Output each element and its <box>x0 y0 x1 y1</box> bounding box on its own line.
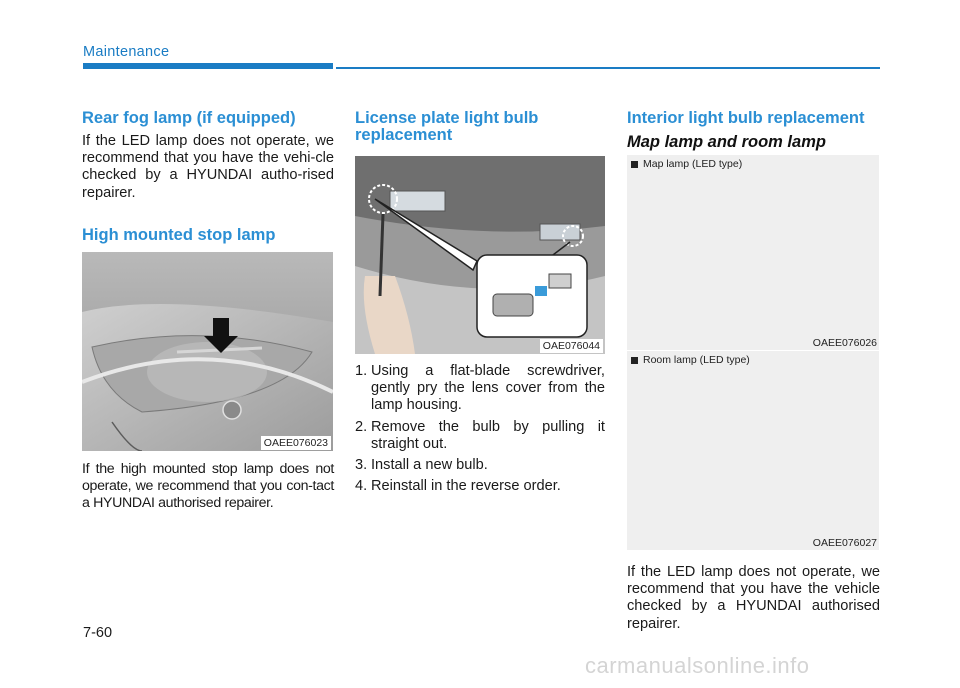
list-item: 3. Install a new bulb. <box>355 457 488 474</box>
interior-light-heading: Interior light bulb replacement <box>627 109 865 127</box>
replacement-steps <box>355 363 605 499</box>
rear-fog-heading: Rear fog lamp (if equipped) <box>82 109 296 127</box>
license-plate-illustration <box>355 156 605 354</box>
section-title: Maintenance <box>83 44 170 60</box>
figure-code: OAE076044 <box>540 339 603 353</box>
header-rule <box>336 67 880 69</box>
high-mounted-heading: High mounted stop lamp <box>82 226 276 244</box>
figure-code: OAEE076027 <box>812 537 877 549</box>
room-lamp-figure <box>627 351 879 550</box>
square-bullet-icon <box>631 357 638 364</box>
header-bar <box>83 63 333 69</box>
high-mounted-body: If the high mounted stop lamp does not operate, we recommend that you con-tact a HYUNDAI authorised repairer. <box>82 461 334 512</box>
map-room-lamp-subheading: Map lamp and room lamp <box>627 133 826 151</box>
high-mounted-stop-lamp-figure <box>82 252 333 451</box>
list-item: 1. Using a flat-blade screwdriver, gently pry the lens cover from the lamp housing. <box>355 363 605 414</box>
rear-fog-body: If the LED lamp does not operate, we recommend that you have the vehi-cle checked by a HYUNDAI autho-rised repairer. <box>82 133 334 201</box>
room-lamp-caption: Room lamp (LED type) <box>631 354 750 366</box>
page-number: 7-60 <box>83 625 113 641</box>
license-plate-heading: License plate light bulb replacement <box>355 109 539 144</box>
license-plate-figure <box>355 156 605 354</box>
map-lamp-caption: Map lamp (LED type) <box>631 158 742 170</box>
figure-code: OAEE076026 <box>812 337 877 349</box>
watermark: carmanualsonline.info <box>585 653 810 678</box>
square-bullet-icon <box>631 161 638 168</box>
interior-light-body: If the LED lamp does not operate, we recommend that you have the vehicle checked by a HYUNDAI authorised repairer. <box>627 564 880 632</box>
list-item: 2. Remove the bulb by pulling it straight out. <box>355 418 605 452</box>
figure-code: OAEE076023 <box>261 436 331 450</box>
list-item: 4. Reinstall in the reverse order. <box>355 478 561 495</box>
map-lamp-figure <box>627 155 879 350</box>
car-rear-illustration <box>82 252 333 451</box>
